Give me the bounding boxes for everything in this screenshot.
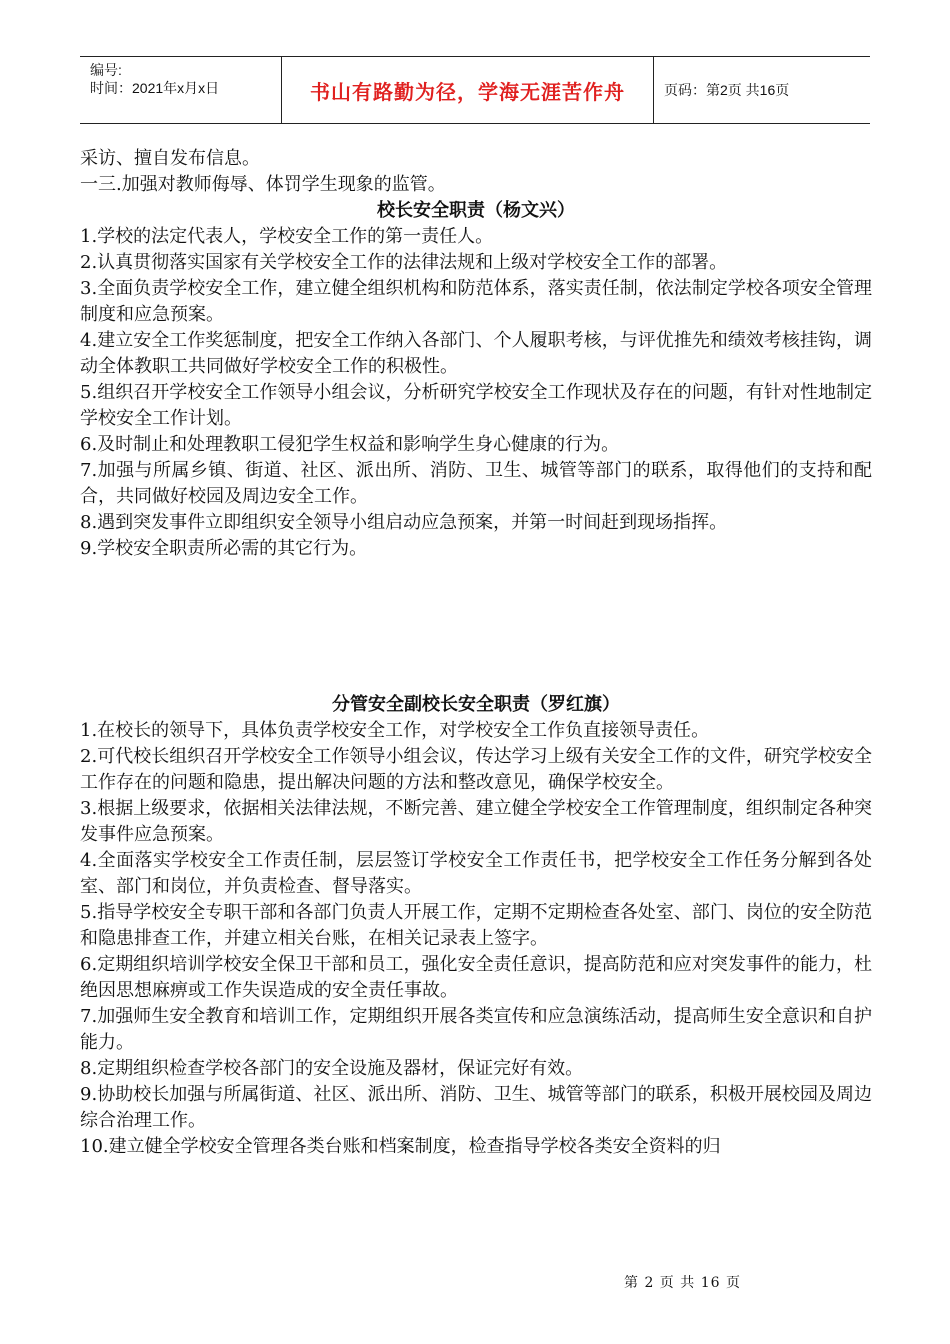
principal-duty-item: 1.学校的法定代表人，学校安全工作的第一责任人。 (80, 226, 494, 247)
header-page-info: 页码：第2页 共16页 (664, 82, 790, 98)
principal-duty-item: 5.组织召开学校安全工作领导小组会议，分析研究学校安全工作现状及存在的问题，有针对性地制定学校安全工作计划。 (80, 382, 872, 429)
principal-duty-item: 3.全面负责学校安全工作，建立健全组织机构和防范体系，落实责任制，依法制定学校各项安全管理制度和应急预案。 (80, 278, 872, 325)
vice-principal-duty-item: 5.指导学校安全专职干部和各部门负责人开展工作，定期不定期检查各处室、部门、岗位的安全防范和隐患排查工作，并建立相关台账，在相关记录表上签字。 (80, 902, 872, 949)
document-number-label: 编号: (90, 62, 122, 78)
vice-principal-duty-item: 4.全面落实学校安全工作责任制，层层签订学校安全工作责任书，把学校安全工作任务分解到各处室、部门和岗位，并负责检查、督导落实。 (80, 850, 872, 897)
principal-duty-item: 4.建立安全工作奖惩制度，把安全工作纳入各部门、个人履职考核，与评优推先和绩效考核挂钩，调动全体教职工共同做好学校安全工作的积极性。 (80, 330, 872, 377)
page-footer: 第 2 页 共 16 页 (624, 1275, 741, 1291)
vice-principal-duty-item: 10.建立健全学校安全管理各类台账和档案制度，检查指导学校各类安全资料的归 (80, 1136, 721, 1157)
vice-principal-duty-item: 8.定期组织检查学校各部门的安全设施及器材，保证完好有效。 (80, 1058, 584, 1079)
vice-principal-duty-item: 9.协助校长加强与所属街道、社区、派出所、消防、卫生、城管等部门的联系，积极开展校园及周边综合治理工作。 (80, 1084, 872, 1131)
principal-duty-item: 8.遇到突发事件立即组织安全领导小组启动应急预案，并第一时间赶到现场指挥。 (80, 512, 728, 533)
vice-principal-duty-item: 7.加强师生安全教育和培训工作，定期组织开展各类宣传和应急演练活动，提高师生安全意识和自护能力。 (80, 1006, 872, 1053)
header-meta (80, 57, 282, 123)
header-motto: 书山有路勤为径，学海无涯苦作舟 (282, 57, 654, 123)
vice-principal-duty-item: 6.定期组织培训学校安全保卫干部和员工，强化安全责任意识，提高防范和应对突发事件的能力，杜绝因思想麻痹或工作失误造成的安全责任事故。 (80, 954, 872, 1001)
principal-duty-item: 7.加强与所属乡镇、街道、社区、派出所、消防、卫生、城管等部门的联系，取得他们的支持和配合，共同做好校园及周边安全工作。 (80, 460, 872, 507)
document-body (80, 146, 872, 1160)
section-title-principal: 校长安全职责（杨文兴） (377, 200, 575, 221)
section-title-vice-principal: 分管安全副校长安全职责（罗红旗） (332, 694, 620, 715)
vice-principal-duty-item: 3.根据上级要求，依据相关法律法规，不断完善、建立健全学校安全工作管理制度，组织制定各种突发事件应急预案。 (80, 798, 872, 845)
vice-principal-duty-item: 2.可代校长组织召开学校安全工作领导小组会议，传达学习上级有关安全工作的文件，研究学校安全工作存在的问题和隐患，提出解决问题的方法和整改意见，确保学校安全。 (80, 746, 872, 793)
intro-line: 一三.加强对教师侮辱、体罚学生现象的监管。 (80, 174, 446, 195)
page-header (80, 56, 870, 124)
blank-space (80, 562, 872, 692)
principal-duty-item: 2.认真贯彻落实国家有关学校安全工作的法律法规和上级对学校安全工作的部署。 (80, 252, 728, 273)
principal-duty-item: 9.学校安全职责所必需的其它行为。 (80, 538, 368, 559)
principal-duty-item: 6.及时制止和处理教职工侵犯学生权益和影响学生身心健康的行为。 (80, 434, 620, 455)
intro-line: 采访、擅自发布信息。 (80, 148, 260, 169)
vice-principal-duty-item: 1.在校长的领导下，具体负责学校安全工作，对学校安全工作负直接领导责任。 (80, 720, 710, 741)
document-date: 时间：2021年x月x日 (90, 80, 220, 96)
